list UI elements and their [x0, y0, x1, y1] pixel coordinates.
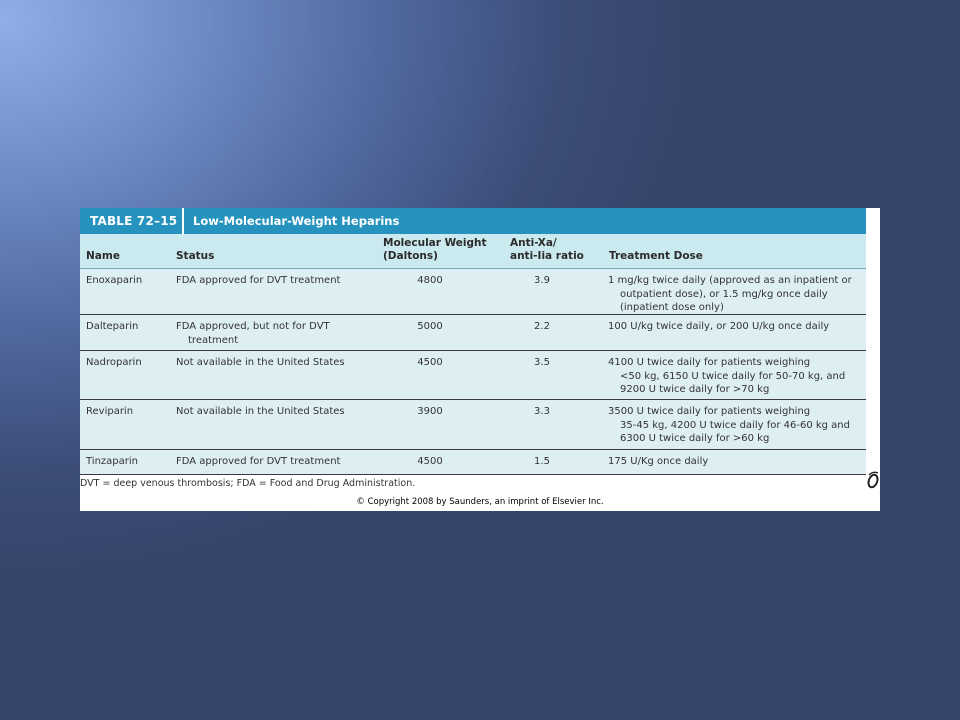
cell-status: [176, 356, 376, 370]
table-title-bar: [80, 208, 866, 234]
table-title: Low-Molecular-Weight Heparins: [193, 214, 400, 228]
cell-name: Nadroparin: [86, 357, 142, 368]
cell-status-line: treatment: [188, 334, 239, 346]
table-row: [80, 400, 866, 450]
header-ratio-line2: anti-Iia ratio: [510, 250, 584, 262]
cell-dose: [608, 356, 864, 397]
table-row: [80, 450, 866, 475]
header-dose-label: Treatment Dose: [609, 250, 703, 262]
header-mw-line2: (Daltons): [383, 250, 438, 262]
elsevier-logo-icon: [866, 470, 880, 490]
cell-name: Enoxaparin: [86, 275, 143, 286]
table-row: [80, 351, 866, 400]
cell-name: Dalteparin: [86, 321, 139, 332]
header-treatment-dose: [609, 250, 703, 263]
cell-dose: [608, 274, 864, 315]
header-ratio-line1: Anti-Xa/: [510, 237, 557, 249]
cell-name: Reviparin: [86, 406, 134, 417]
cell-dose-line: outpatient dose), or 1.5 mg/kg once daily: [620, 288, 828, 300]
cell-dose-line: 1 mg/kg twice daily (approved as an inpatient or: [608, 275, 852, 286]
cell-ratio: 1.5: [534, 456, 550, 467]
cell-dose: [608, 320, 864, 334]
cell-dose-line: 6300 U twice daily for >60 kg: [620, 433, 770, 444]
table-row: [80, 269, 866, 315]
cell-dose-line: 175 U/Kg once daily: [608, 456, 709, 467]
cell-ratio: 3.9: [534, 275, 550, 286]
slide-image: [80, 208, 880, 511]
cell-dose-line: 9200 U twice daily for >70 kg: [620, 384, 770, 395]
table-number: TABLE 72–15: [90, 214, 178, 228]
table-header-row: [80, 234, 866, 269]
header-molecular-weight: [383, 237, 487, 263]
cell-molecular-weight: 4500: [417, 357, 443, 368]
cell-ratio: 3.3: [534, 406, 550, 417]
header-name: [86, 250, 120, 263]
cell-ratio: 3.5: [534, 357, 550, 368]
cell-dose: [608, 405, 864, 446]
cell-molecular-weight: 3900: [417, 406, 443, 417]
cell-status: [176, 274, 376, 288]
header-mw-line1: Molecular Weight: [383, 237, 487, 249]
cell-status: [176, 405, 376, 419]
header-ratio: [510, 237, 584, 263]
cell-dose-line: 100 U/kg twice daily, or 200 U/kg once daily: [608, 321, 830, 332]
copyright-notice: © Copyright 2008 by Saunders, an imprint of Elsevier Inc.: [356, 497, 604, 507]
cell-molecular-weight: 4500: [417, 456, 443, 467]
cell-dose-line: 4100 U twice daily for patients weighing: [608, 357, 811, 368]
cell-molecular-weight: 4800: [417, 275, 443, 286]
cell-status-line: Not available in the United States: [176, 357, 345, 368]
table-row: [80, 315, 866, 351]
cell-dose-line: 3500 U twice daily for patients weighing: [608, 406, 811, 417]
table-footnote: DVT = deep venous thrombosis; FDA = Food and Drug Administration.: [80, 478, 416, 489]
cell-status-line: Not available in the United States: [176, 406, 345, 417]
table-panel: [80, 208, 866, 511]
cell-status-line: FDA approved for DVT treatment: [176, 456, 341, 467]
cell-dose-line: 35-45 kg, 4200 U twice daily for 46-60 kg and: [620, 419, 850, 431]
cell-dose-line: <50 kg, 6150 U twice daily for 50-70 kg, and: [620, 370, 846, 382]
title-divider: [182, 208, 184, 234]
header-status: [176, 250, 214, 263]
cell-name: Tinzaparin: [86, 456, 138, 467]
cell-ratio: 2.2: [534, 321, 550, 332]
cell-status: [176, 455, 376, 469]
header-name-label: Name: [86, 250, 120, 262]
cell-status-line: FDA approved, but not for DVT: [176, 321, 330, 332]
header-status-label: Status: [176, 250, 215, 262]
cell-dose-line: (inpatient dose only): [620, 302, 724, 313]
cell-molecular-weight: 5000: [417, 321, 443, 332]
cell-dose: [608, 455, 864, 469]
cell-status: [176, 320, 376, 347]
cell-status-line: FDA approved for DVT treatment: [176, 275, 341, 286]
